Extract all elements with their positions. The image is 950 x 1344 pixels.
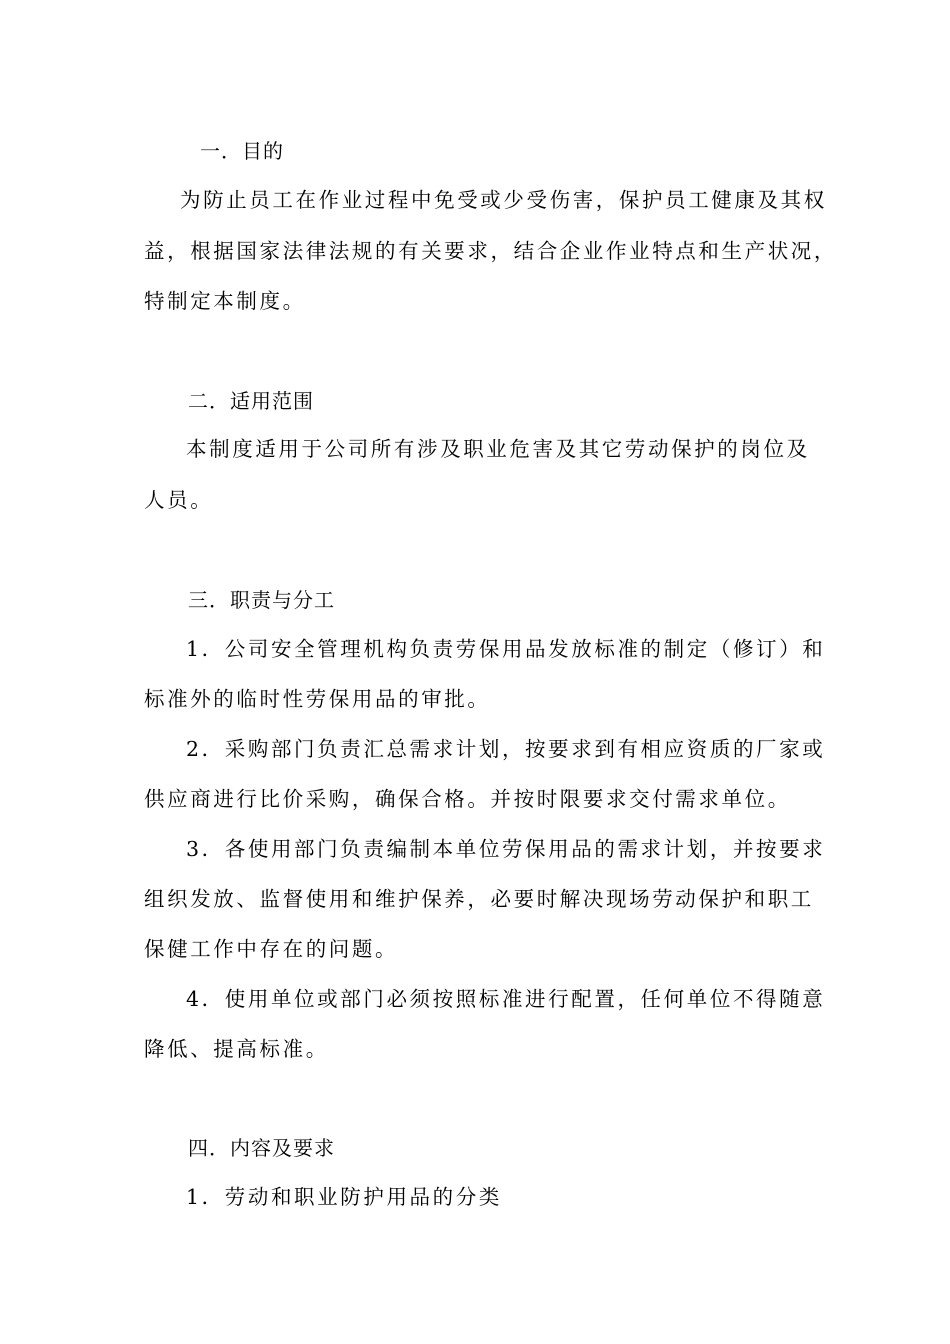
list-item-line: 1．劳动和职业防护用品的分类 — [186, 1185, 502, 1209]
paragraph-line: 本制度适用于公司所有涉及职业危害及其它劳动保护的岗位及 — [186, 437, 810, 461]
paragraph-line: 人员。 — [144, 488, 214, 512]
list-item-line: 1．公司安全管理机构负责劳保用品发放标准的制定（修订）和 — [186, 637, 826, 661]
list-item-line: 降低、提高标准。 — [144, 1037, 329, 1061]
list-item-line: 保健工作中存在的问题。 — [144, 937, 399, 961]
paragraph-line: 为防止员工在作业过程中免受或少受伤害，保护员工健康及其权 — [180, 188, 827, 212]
list-item-line: 标准外的临时性劳保用品的审批。 — [144, 687, 491, 711]
section-heading-scope: 二．适用范围 — [188, 389, 314, 413]
paragraph-line: 益，根据国家法律法规的有关要求，结合企业作业特点和生产状况， — [144, 239, 837, 263]
section-heading-content: 四．内容及要求 — [188, 1136, 335, 1160]
paragraph-line: 特制定本制度。 — [144, 289, 306, 313]
section-heading-responsibilities: 三．职责与分工 — [188, 588, 335, 612]
list-item-line: 组织发放、监督使用和维护保养，必要时解决现场劳动保护和职工 — [144, 887, 814, 911]
section-heading-purpose: 一．目的 — [200, 139, 284, 163]
list-item-line: 供应商进行比价采购，确保合格。并按时限要求交付需求单位。 — [144, 787, 791, 811]
list-item-line: 4．使用单位或部门必须按照标准进行配置，任何单位不得随意 — [186, 987, 826, 1011]
list-item-line: 2．采购部门负责汇总需求计划，按要求到有相应资质的厂家或 — [186, 737, 826, 761]
list-item-line: 3．各使用部门负责编制本单位劳保用品的需求计划，并按要求 — [186, 837, 826, 861]
